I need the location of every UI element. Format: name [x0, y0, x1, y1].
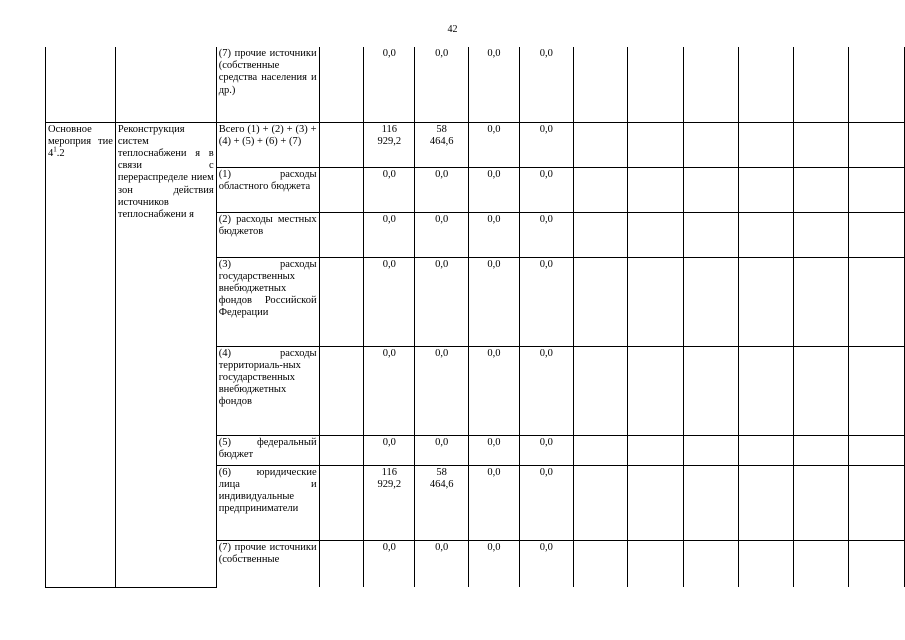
value-cell: 0,0: [364, 47, 415, 122]
empty-cell: [849, 122, 905, 167]
empty-cell: [794, 435, 849, 465]
value-cell: [415, 167, 469, 212]
empty-cell: [46, 47, 116, 122]
value-line: 0,0: [435, 347, 449, 359]
value-cell: [415, 346, 469, 435]
table-row-prev-block: [46, 47, 905, 122]
funding-source-cell: (2) расходы местных бюджетов: [216, 212, 319, 257]
value-cell: 0,0: [469, 435, 520, 465]
empty-cell: [628, 47, 684, 122]
empty-cell: [738, 122, 794, 167]
funding-source-cell: (6) юридические лица и индивидуальные предприниматели: [216, 465, 319, 540]
value-cell: 0,0: [519, 167, 573, 212]
value-cell: [415, 257, 469, 346]
value-cell: 0,0: [519, 257, 573, 346]
value-line: 0,0: [435, 213, 449, 225]
value-line: 0,0: [435, 436, 449, 448]
value-cell: 0,0: [469, 540, 520, 587]
empty-cell: [794, 167, 849, 212]
empty-cell: [319, 122, 364, 167]
event-name-cell: [46, 122, 116, 587]
funding-source-cell: (1) расходы областного бюджета: [216, 167, 319, 212]
empty-cell: [849, 47, 905, 122]
value-line: 464,6: [429, 135, 454, 147]
value-line: 0,0: [382, 541, 396, 553]
empty-cell: [573, 465, 628, 540]
empty-cell: [738, 257, 794, 346]
value-line: 0,0: [382, 347, 396, 359]
empty-cell: [628, 122, 684, 167]
empty-cell: [738, 47, 794, 122]
empty-cell: [573, 346, 628, 435]
value-cell: 0,0: [469, 47, 520, 122]
value-cell: [364, 540, 415, 587]
empty-cell: [573, 540, 628, 587]
empty-cell: [849, 346, 905, 435]
empty-cell: [628, 167, 684, 212]
value-cell: [364, 167, 415, 212]
empty-cell: [794, 346, 849, 435]
value-line: 116: [381, 123, 397, 135]
page-number: 42: [447, 24, 458, 35]
value-line: 0,0: [382, 168, 396, 180]
value-line: 58: [436, 123, 447, 135]
empty-cell: [794, 465, 849, 540]
empty-cell: [794, 47, 849, 122]
value-line: 0,0: [382, 213, 396, 225]
empty-cell: [684, 122, 739, 167]
empty-cell: [738, 167, 794, 212]
value-line: 0,0: [382, 258, 396, 270]
value-cell: 0,0: [519, 47, 573, 122]
table-row: [46, 122, 905, 167]
empty-cell: [849, 465, 905, 540]
empty-cell: [319, 167, 364, 212]
empty-cell: [794, 257, 849, 346]
empty-cell: [319, 540, 364, 587]
empty-cell: [628, 435, 684, 465]
value-cell: [415, 212, 469, 257]
value-line: 0,0: [435, 258, 449, 270]
empty-cell: [684, 47, 739, 122]
value-cell: [364, 435, 415, 465]
value-cell: [415, 435, 469, 465]
empty-cell: [684, 212, 739, 257]
event-name: Основное мероприя тие 4: [48, 123, 113, 159]
value-cell: 0,0: [469, 465, 520, 540]
empty-cell: [319, 47, 364, 122]
event-name-suffix: .2: [56, 147, 65, 159]
empty-cell: [573, 257, 628, 346]
value-line: 929,2: [377, 478, 402, 490]
value-cell: 0,0: [519, 435, 573, 465]
empty-cell: [319, 212, 364, 257]
value-cell: 0,0: [415, 47, 469, 122]
empty-cell: [573, 212, 628, 257]
value-cell: [415, 540, 469, 587]
value-line: 929,2: [377, 135, 402, 147]
empty-cell: [319, 465, 364, 540]
empty-cell: [628, 257, 684, 346]
empty-cell: [738, 346, 794, 435]
empty-cell: [684, 465, 739, 540]
value-line: 0,0: [382, 436, 396, 448]
empty-cell: [319, 257, 364, 346]
empty-cell: [738, 540, 794, 587]
empty-cell: [849, 167, 905, 212]
value-cell: 0,0: [469, 346, 520, 435]
empty-cell: [573, 167, 628, 212]
empty-cell: [628, 212, 684, 257]
value-cell: [364, 122, 415, 167]
empty-cell: [684, 435, 739, 465]
budget-table: [45, 47, 905, 588]
value-line: 116: [381, 466, 397, 478]
funding-source-cell: Всего (1) + (2) + (3) + (4) + (5) + (6) + (7): [216, 122, 319, 167]
empty-cell: [794, 212, 849, 257]
value-cell: 0,0: [469, 122, 520, 167]
value-cell: [364, 465, 415, 540]
value-line: 464,6: [429, 478, 454, 490]
empty-cell: [319, 346, 364, 435]
value-cell: 0,0: [519, 212, 573, 257]
value-cell: [364, 212, 415, 257]
event-description-cell: Реконструкция систем теплоснабжени я в связи с перераспределе нием зон действия источников теплоснабжени я: [115, 122, 216, 587]
empty-cell: [849, 212, 905, 257]
empty-cell: [573, 435, 628, 465]
empty-cell: [684, 167, 739, 212]
empty-cell: [319, 435, 364, 465]
empty-cell: [794, 540, 849, 587]
value-cell: 0,0: [469, 167, 520, 212]
value-line: 58: [436, 466, 447, 478]
empty-cell: [794, 122, 849, 167]
empty-cell: [684, 540, 739, 587]
empty-cell: [684, 346, 739, 435]
empty-cell: [849, 257, 905, 346]
empty-cell: [628, 346, 684, 435]
value-cell: [415, 465, 469, 540]
empty-cell: [684, 257, 739, 346]
funding-source-cell: (7) прочие источники (собственные средства населения и др.): [216, 47, 319, 122]
empty-cell: [115, 47, 216, 122]
value-line: 0,0: [435, 168, 449, 180]
empty-cell: [628, 540, 684, 587]
value-cell: [415, 122, 469, 167]
value-cell: 0,0: [469, 257, 520, 346]
empty-cell: [573, 47, 628, 122]
funding-source-cell: (4) расходы территориаль-ных государственных внебюджетных фондов: [216, 346, 319, 435]
value-line: 0,0: [435, 541, 449, 553]
funding-source-cell: (3) расходы государственных внебюджетных фондов Российской Федерации: [216, 257, 319, 346]
value-cell: 0,0: [469, 212, 520, 257]
empty-cell: [849, 435, 905, 465]
empty-cell: [573, 122, 628, 167]
empty-cell: [738, 435, 794, 465]
event-name-superscript: 1: [53, 145, 57, 154]
empty-cell: [849, 540, 905, 587]
value-cell: 0,0: [519, 122, 573, 167]
value-cell: 0,0: [519, 540, 573, 587]
value-cell: 0,0: [519, 346, 573, 435]
value-cell: 0,0: [519, 465, 573, 540]
empty-cell: [738, 465, 794, 540]
funding-source-cell: (5) федеральный бюджет: [216, 435, 319, 465]
funding-source-cell: (7) прочие источники (собственные: [216, 540, 319, 587]
value-cell: [364, 257, 415, 346]
value-cell: [364, 346, 415, 435]
empty-cell: [628, 465, 684, 540]
empty-cell: [738, 212, 794, 257]
